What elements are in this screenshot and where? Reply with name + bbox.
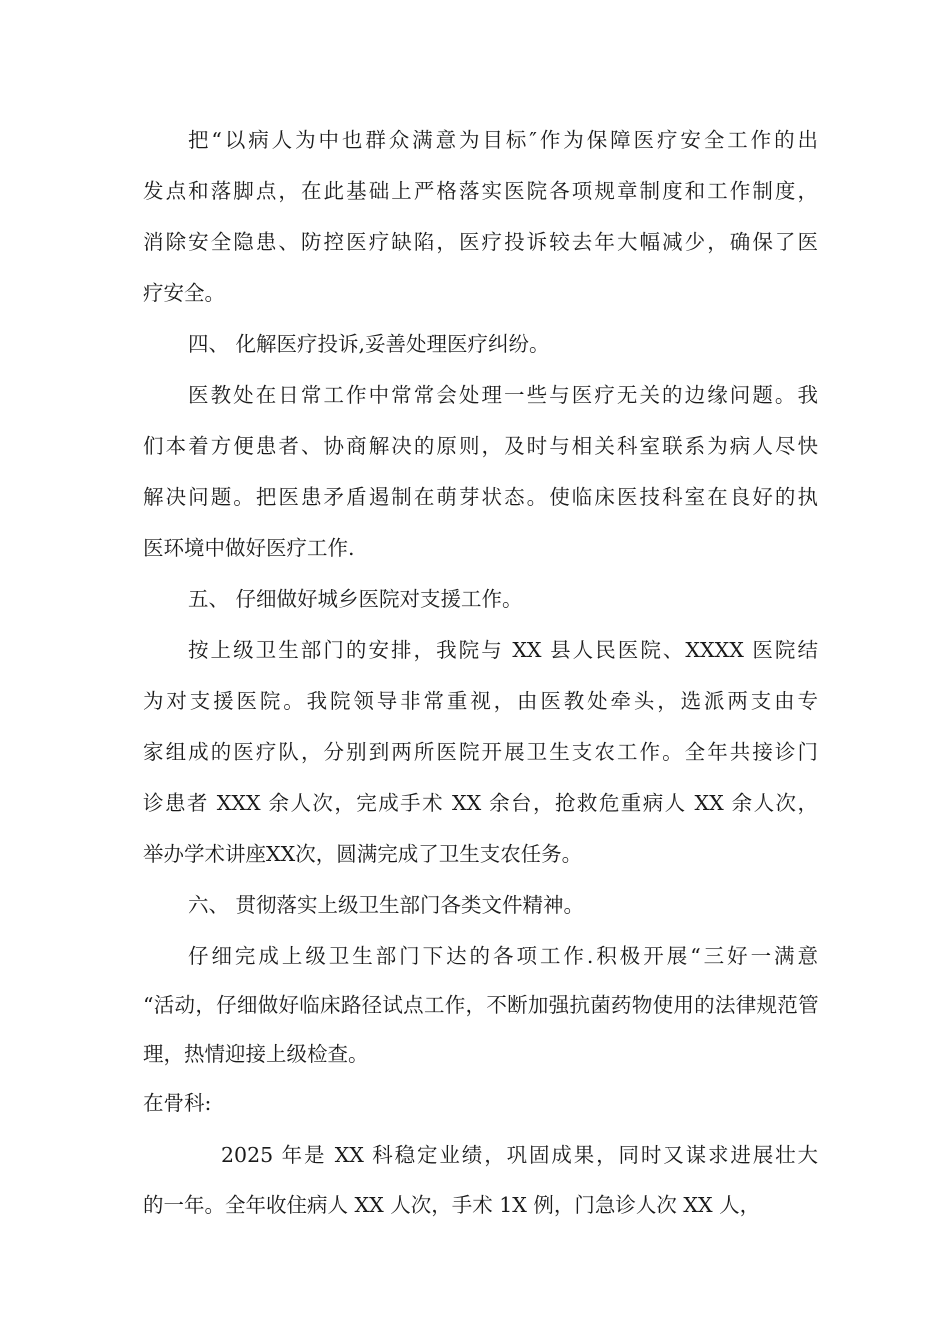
text-line: 五、 仔细做好城乡医院对支援工作。 xyxy=(188,587,523,611)
text-line: 医教处在日常工作中常常会处理一些与医疗无关的边缘问题。我 xyxy=(188,383,818,407)
text-line: 仔细完成上级卫生部门下达的各项工作.积极开展“三好一满意 xyxy=(188,944,818,968)
text-line: “活动，仔细做好临床路径试点工作，不断加强抗菌药物使用的法律规范管 xyxy=(143,993,818,1017)
text-line: 发点和落脚点，在此基础上严格落实医院各项规章制度和工作制度， xyxy=(143,179,818,203)
text-line: 解决问题。把医患矛盾遏制在萌芽状态。使临床医技科室在良好的执 xyxy=(143,485,818,509)
text-line: 在骨科: xyxy=(143,1091,212,1115)
text-line: 诊患者 XXX 余人次，完成手术 XX 余台，抢救危重病人 XX 余人次， xyxy=(143,791,818,815)
text-line: 四、 化解医疗投诉,妥善处理医疗纠纷。 xyxy=(188,332,550,356)
text-line: 理，热情迎接上级检查。 xyxy=(143,1042,369,1066)
text-line: 六、 贯彻落实上级卫生部门各类文件精神。 xyxy=(188,893,585,917)
text-line: 消除安全隐患、防控医疗缺陷，医疗投诉较去年大幅减少，确保了医 xyxy=(143,230,818,254)
text-line: 2025 年是 XX 科稳定业绩，巩固成果，同时又谋求进展壮大 xyxy=(221,1143,818,1167)
text-line: 把“以病人为中也群众满意为目标″作为保障医疗安全工作的出 xyxy=(188,128,818,152)
text-line: 按上级卫生部门的安排，我院与 XX 县人民医院、XXXX 医院结 xyxy=(188,638,818,662)
text-line: 们本着方便患者、协商解决的原则，及时与相关科室联系为病人尽快 xyxy=(143,434,818,458)
text-line: 疗安全。 xyxy=(143,281,225,305)
text-line: 为对支援医院。我院领导非常重视，由医教处牵头，选派两支由专 xyxy=(143,689,818,713)
text-line: 医环境中做好医疗工作. xyxy=(143,536,355,560)
text-line: 家组成的医疗队，分别到两所医院开展卫生支农工作。全年共接诊门 xyxy=(143,740,818,764)
text-line: 的一年。全年收住病人 XX 人次，手术 1X 例，门急诊人次 XX 人， xyxy=(143,1193,761,1217)
text-line: 举办学术讲座XX次，圆满完成了卫生支农任务。 xyxy=(143,842,583,866)
